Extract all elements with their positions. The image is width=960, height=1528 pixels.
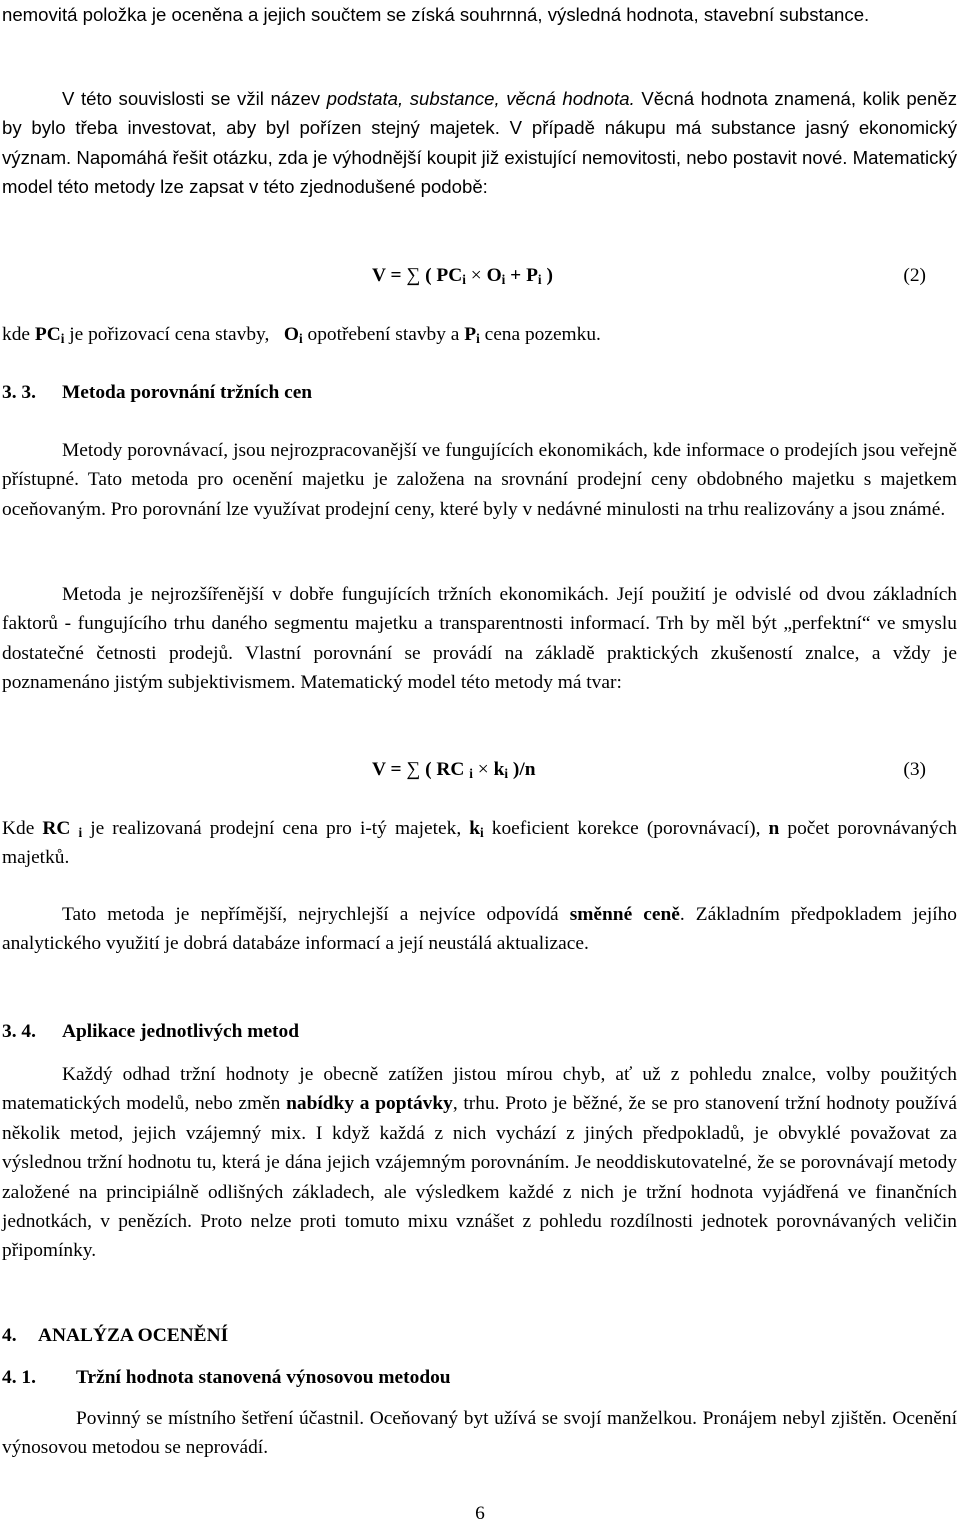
heading-number: 3. 3. [2,382,36,403]
formula-expression: V = ∑ ( $PC_i \times O_i + P_i$ ) [372,265,553,287]
italic-term: podstata, substance, věcná hodnota. [326,88,635,109]
heading-title: Metoda porovnání tržních cen [62,382,313,403]
paragraph-market-method: Metoda je nejrozšířenější v dobře fungujících tržních ekonomikách. Její použití je odvislé od dvou základních faktorů - fungujícího trhu daného segmentu majetku a transparentnosti informací. Trh by měl být „perfektní“ ve smyslu dostatečné četnosti prodejů. Vlastní porovnání se provádí na základě praktických zkušeností znalce, a vždy je poznamenáno jistým subjektivismem. Matematický model této metody má tvar: [2,584,957,694]
heading-number: 4. [2,1325,17,1346]
formula-3-legend: Kde RC $_i$ je realizovaná prodejní cena pro i-tý majetek, $k_i$ koeficient korekce (porovnávací), n počet porovnávaných majetků. [2,818,957,869]
paragraph-intro [2,0,957,29]
paragraph-comparison-methods: Metody porovnávací, jsou nejrozpracovanější ve fungujících ekonomikách, kde informace o prodejích jsou veřejně přístupné. Tato metoda pro ocenění majetku je založena na srovnání prodejní ceny obdobného majetku s majetkem oceňovaným. Pro porovnání lze využívat prodejní ceny, které byly v nedávné minulosti na trhu realizovány a jsou známé. [2,440,957,520]
paragraph-methods-application: Každý odhad tržní hodnoty je obecně zatížen jistou mírou chyb, ať už z pohledu znalce, volby použitých matematických modelů, nebo změn nabídky a poptávky, trhu. Proto je běžné, že se pro stanovení tržní hodnoty používá několik metod, jejich vzájemný mix. I když každá z nich vychází z jiných předpokladů, je obvyklé považovat za výslednou tržní hodnotu tu, která je dána jejich vzájemným porovnáním. Je neoddiskutovatelné, že se porovnávají metody založené na principiálně odlišných základech, ale výsledkem každé z nich je tržní hodnota vyjádřená ve finančních jednotkách, v penězích. Proto nelze proti tomuto mixu vznášet z pohledu rozdílnosti jednotek porovnávaných veličin připomínky. [2,1064,957,1262]
times-icon: × [465,265,487,286]
section-heading-3-3 [2,378,312,407]
paragraph-text: nemovitá položka je oceněna a jejich součtem se získá souhrnná, výsledná hodnota, stavební substance. [2,4,870,25]
paragraph-substance [2,84,957,202]
sum-icon: ∑ [406,265,421,286]
bold-term: nabídky a poptávky [286,1093,453,1115]
heading-title: ANALÝZA OCENĚNÍ [38,1325,229,1346]
formula-number: (3) [903,759,926,780]
formula-3 [0,755,960,785]
formula-number: (2) [903,265,926,286]
paragraph-income-method: Povinný se místního šetření účastnil. Oceňovaný byt užívá se svojí manželkou. Pronájem nebyl zjištěn. Ocenění výnosovou metodou se neprovádí. [2,1408,957,1459]
times-icon: × [472,759,494,780]
text-run: Věcná hodnota znamená, kolik peněz by bylo třeba investovat, aby byl pořízen stejný majetek. V případě nákupu má substance jasný ekonomický význam. Napomáhá řešit otázku, zda je výhodnější koupit již existující nemovitosti, nebo postavit nové. Matematický model této metody lze zapsat v této zjednodušené podobě: [2,88,958,198]
section-heading-4 [2,1321,228,1350]
formula-2-legend: kde $PC_i$ je pořizovací cena stavby, $O_i$ opotřebení stavby a $P_i$ cena pozemku. [2,324,601,346]
page-number: 6 [475,1503,485,1524]
heading-title: Tržní hodnota stanovená výnosovou metodou [76,1367,451,1388]
section-heading-3-4 [2,1017,299,1046]
heading-number: 4. 1. [2,1367,36,1388]
bold-term: směnné ceně [569,904,680,925]
section-heading-4-1 [2,1363,451,1392]
formula-2 [0,261,960,291]
formula-expression: V = ∑ ( RC $_i \times k_i$ )/n [372,759,536,781]
sum-icon: ∑ [406,759,421,780]
paragraph-exchange-price: Tato metoda je nepřímější, nejrychlejší a nejvíce odpovídá směnné ceně. Základním předpokladem jejího analytického využití je dobrá databáze informací a její neustálá aktualizace. [2,904,957,955]
heading-title: Aplikace jednotlivých metod [62,1021,299,1042]
text-run: V této souvislosti se vžil název [62,88,327,109]
heading-number: 3. 4. [2,1021,36,1042]
